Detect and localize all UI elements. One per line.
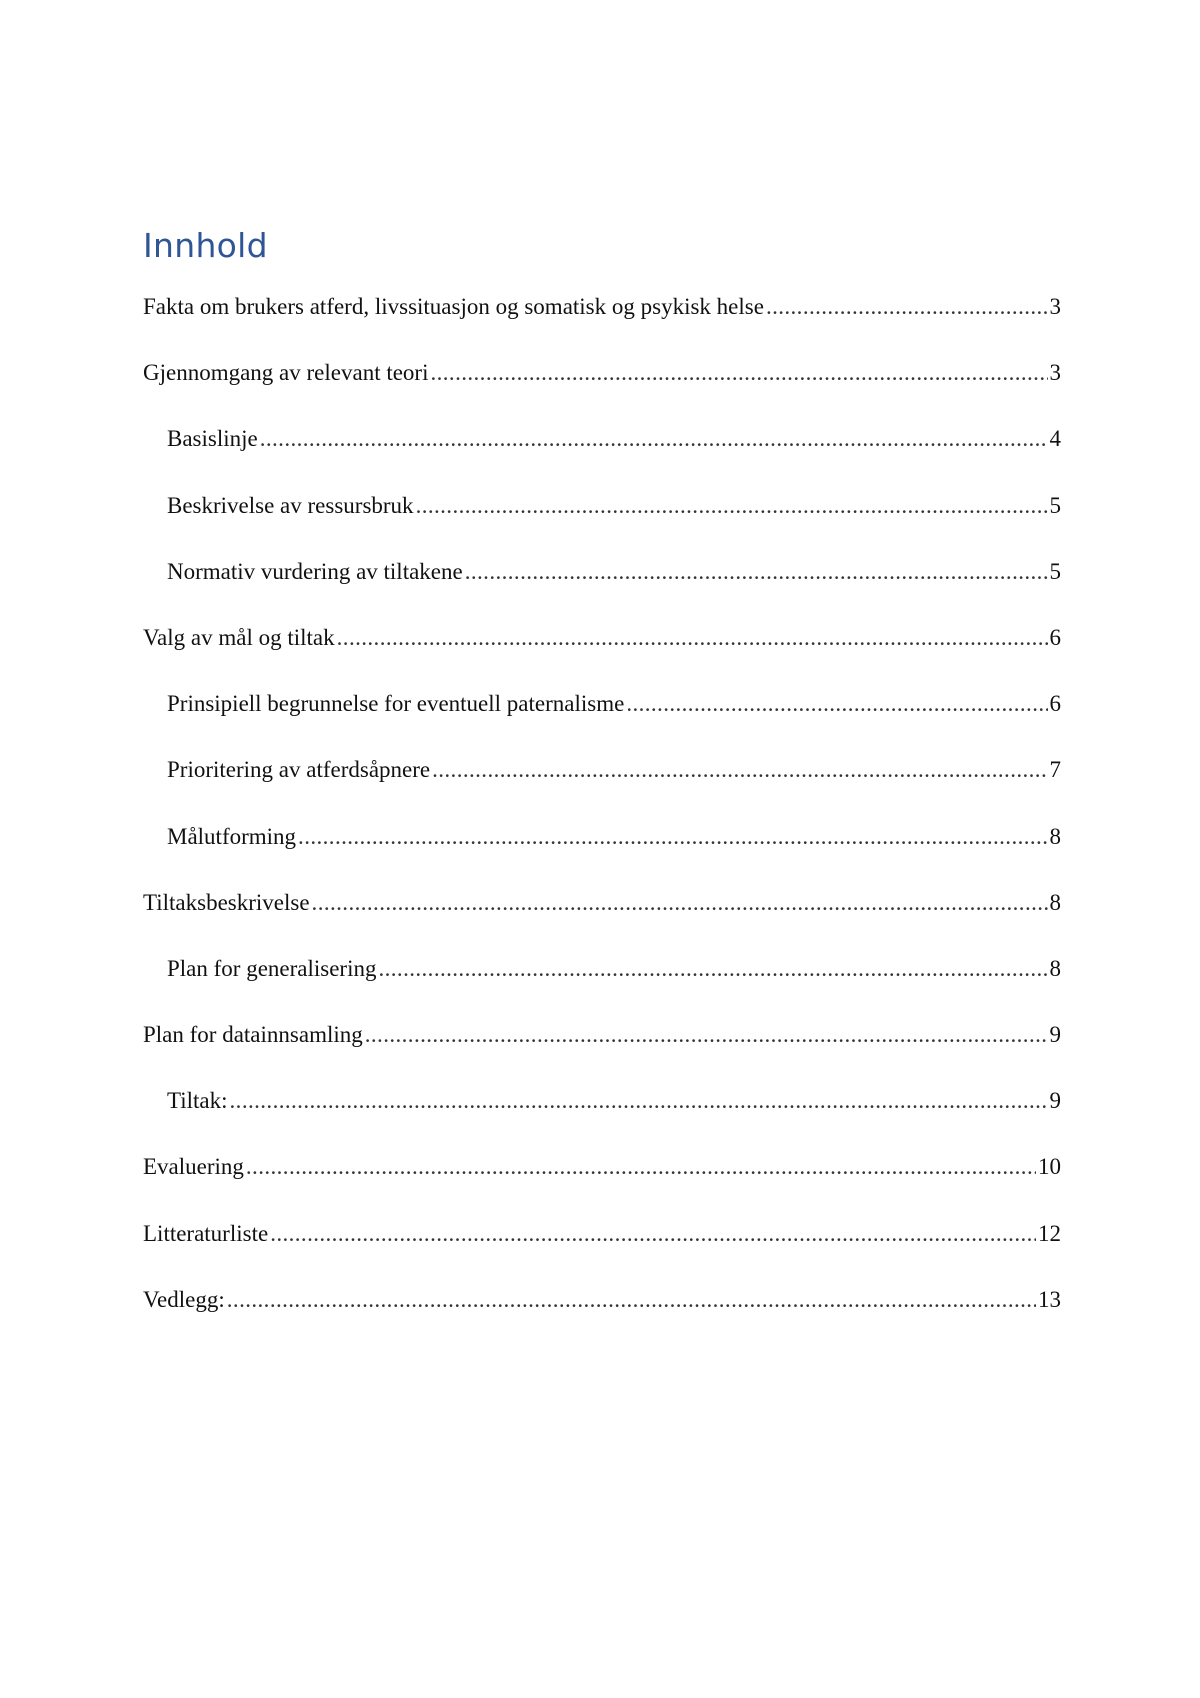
toc-dot-leader	[298, 821, 1047, 853]
toc-entry[interactable]	[143, 1151, 1061, 1217]
toc-entry[interactable]	[143, 357, 1061, 423]
toc-dot-leader	[465, 556, 1048, 588]
toc-subentry[interactable]	[143, 754, 1061, 820]
toc-entry-title: Tiltaksbeskrivelse	[143, 889, 310, 915]
toc-entry-title: Målutforming	[167, 823, 297, 849]
toc-entry-title: Beskrivelse av ressursbruk	[167, 492, 414, 518]
toc-page-number: 8	[1049, 955, 1061, 981]
toc-page-number: 6	[1049, 624, 1061, 650]
toc-subentry[interactable]	[143, 1085, 1061, 1151]
toc-page-number: 4	[1049, 426, 1061, 452]
toc-entry[interactable]	[143, 622, 1061, 688]
toc-page-number: 10	[1038, 1154, 1061, 1180]
toc-dot-leader	[312, 887, 1048, 919]
toc-entry-title: Prioritering av atferdsåpnere	[167, 757, 431, 783]
toc-entry-title: Valg av mål og tiltak	[143, 624, 335, 650]
toc-page-number: 9	[1049, 1022, 1061, 1048]
toc-entry-title: Normativ vurdering av tiltakene	[167, 558, 463, 584]
toc-dot-leader	[246, 1151, 1036, 1183]
toc-page-number: 5	[1049, 558, 1061, 584]
toc-subentry[interactable]	[143, 821, 1061, 887]
toc-entry[interactable]	[143, 1218, 1061, 1284]
toc-entry[interactable]	[143, 291, 1061, 357]
toc-page-number: 13	[1038, 1286, 1061, 1312]
toc-dot-leader	[378, 953, 1047, 985]
toc-page-number: 12	[1038, 1220, 1061, 1246]
toc-dot-leader	[432, 754, 1047, 786]
toc-subentry[interactable]	[143, 953, 1061, 1019]
toc-entry[interactable]	[143, 887, 1061, 953]
toc-page-number: 9	[1049, 1088, 1061, 1114]
toc-entry-title: Gjennomgang av relevant teori	[143, 360, 429, 386]
toc-entry-title: Vedlegg:	[143, 1286, 225, 1312]
toc-entry[interactable]	[143, 1284, 1061, 1350]
toc-dot-leader	[766, 291, 1048, 323]
toc-entry[interactable]	[143, 1019, 1061, 1085]
toc-page-number: 5	[1049, 492, 1061, 518]
toc-dot-leader	[430, 357, 1047, 389]
toc-page-number: 6	[1049, 691, 1061, 717]
toc-entry-title: Tiltak:	[167, 1088, 228, 1114]
toc-entry-title: Plan for datainnsamling	[143, 1022, 363, 1048]
toc-subentry[interactable]	[143, 556, 1061, 622]
toc-dot-leader	[230, 1085, 1048, 1117]
toc-dot-leader	[365, 1019, 1048, 1051]
toc-page-number: 3	[1049, 360, 1061, 386]
toc-dot-leader	[416, 490, 1048, 522]
toc-page-number: 8	[1049, 823, 1061, 849]
toc-dot-leader	[270, 1218, 1036, 1250]
toc-dot-leader	[337, 622, 1048, 654]
toc-subentry[interactable]	[143, 688, 1061, 754]
toc-page-number: 7	[1049, 757, 1061, 783]
toc-subentry[interactable]	[143, 423, 1061, 489]
toc-dot-leader	[260, 423, 1048, 455]
toc-page-number: 8	[1049, 889, 1061, 915]
toc-entry-title: Prinsipiell begrunnelse for eventuell paternalisme	[167, 691, 625, 717]
table-of-contents	[143, 291, 1061, 1350]
toc-dot-leader	[227, 1284, 1036, 1316]
toc-page-number: 3	[1049, 294, 1061, 319]
toc-entry-title: Litteraturliste	[143, 1220, 269, 1246]
toc-heading: Innhold	[143, 226, 268, 265]
toc-entry-title: Basislinje	[167, 426, 258, 452]
toc-entry-title: Evaluering	[143, 1154, 244, 1180]
toc-dot-leader	[626, 688, 1047, 720]
toc-subentry[interactable]	[143, 490, 1061, 556]
toc-entry-title: Fakta om brukers atferd, livssituasjon og somatisk og psykisk helse	[143, 294, 764, 319]
toc-entry-title: Plan for generalisering	[167, 955, 377, 981]
